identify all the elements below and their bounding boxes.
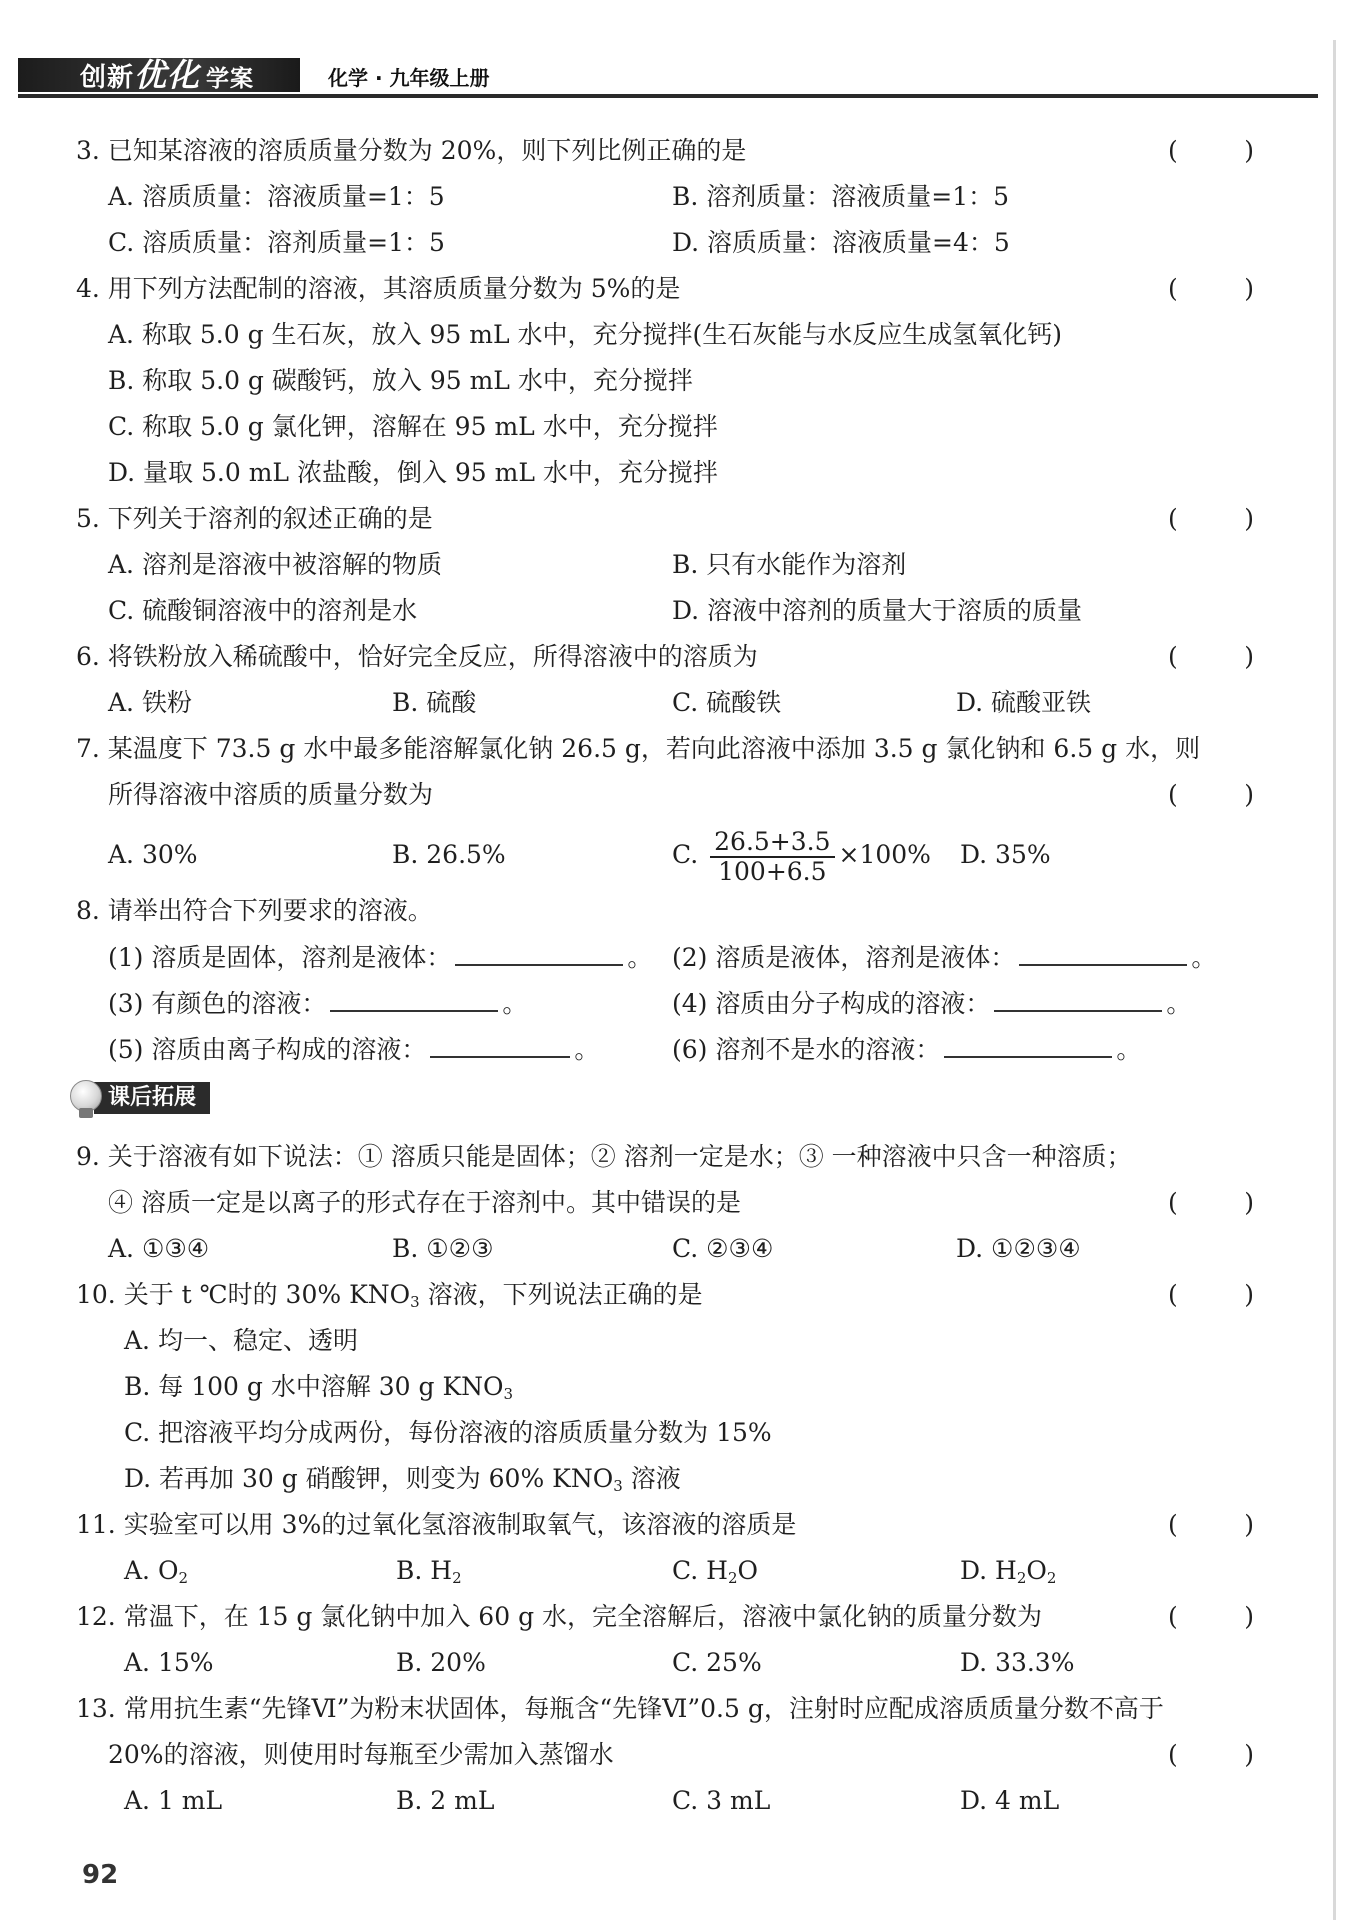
options-row — [76, 542, 1256, 588]
header-rule — [18, 94, 1318, 98]
answer-bracket — [1168, 772, 1254, 818]
question-stem: 13. 常用抗生素“先锋Ⅵ”为粉末状固体，每瓶含“先锋Ⅵ”0.5 g，注射时应配成溶质质量分数不高于 — [76, 1694, 1164, 1723]
option-d: D. 35% — [960, 840, 1051, 869]
option-d-tail: 溶液 — [622, 1464, 681, 1493]
brand-prefix: 创新 — [80, 63, 135, 93]
fill-item-1 — [108, 934, 652, 981]
fraction-numerator: 26.5+3.5 — [710, 828, 834, 858]
option-d — [76, 1456, 1256, 1502]
answer-bracket — [1168, 128, 1254, 174]
option-c: C. 称取 5.0 g 氯化钾，溶解在 95 mL 水中，充分搅拌 — [108, 412, 718, 441]
answer-blank[interactable] — [1019, 934, 1187, 966]
paren-open: ( — [1168, 1740, 1178, 1769]
subscript: 2 — [1046, 1569, 1057, 1587]
question-content — [76, 128, 1256, 1824]
paren-open: ( — [1168, 642, 1178, 671]
option-c-text: C. H — [672, 1556, 728, 1585]
answer-blank[interactable] — [455, 934, 623, 966]
option-b — [76, 1364, 1256, 1410]
option-a: A. 15% — [124, 1648, 214, 1677]
answer-blank[interactable] — [330, 980, 498, 1012]
option-a: A. 称取 5.0 g 生石灰，放入 95 mL 水中，充分搅拌(生石灰能与水反应生成氢氧化钙) — [108, 320, 1063, 349]
fill-item-label: (4) 溶质由分子构成的溶液： — [672, 989, 991, 1018]
fill-item-6 — [672, 1026, 1141, 1073]
question-stem: 7. 某温度下 73.5 g 水中最多能溶解氯化钠 26.5 g，若向此溶液中添加 3.5 g 氯化钠和 6.5 g 水，则 — [76, 734, 1201, 763]
fill-row — [76, 1026, 1256, 1072]
subscript: 3 — [410, 1293, 420, 1311]
option-a-text: A. O — [124, 1556, 179, 1585]
option-b: B. ①②③ — [392, 1234, 494, 1263]
paren-close: ) — [1244, 1510, 1254, 1539]
answer-blank[interactable] — [994, 980, 1162, 1012]
option-d-text: D. 若再加 30 g 硝酸钾，则变为 60% KNO — [124, 1464, 614, 1493]
fill-item-2 — [672, 934, 1216, 981]
options-row — [76, 680, 1256, 726]
option-b: B. 2 mL — [396, 1786, 495, 1815]
question-8 — [76, 888, 1256, 934]
period: 。 — [1116, 1035, 1142, 1064]
option-c-suffix: ×100% — [838, 840, 931, 869]
question-7-line2 — [76, 772, 1256, 818]
paren-close: ) — [1244, 1740, 1254, 1769]
option-c — [672, 1548, 758, 1594]
question-7 — [76, 726, 1256, 772]
subscript: 2 — [1016, 1569, 1027, 1587]
question-13 — [76, 1686, 1256, 1732]
options-row — [76, 1778, 1256, 1824]
options-row — [76, 174, 1256, 220]
question-11 — [76, 1502, 1256, 1548]
fraction-denominator: 100+6.5 — [718, 856, 827, 886]
options-row — [76, 1548, 1256, 1594]
option-b: B. 26.5% — [392, 840, 506, 869]
fill-item-label: (5) 溶质由离子构成的溶液： — [108, 1035, 427, 1064]
question-3 — [76, 128, 1256, 174]
option-a: A. ①③④ — [108, 1234, 210, 1263]
option-c — [672, 822, 931, 888]
option-c: C. ②③④ — [672, 1234, 774, 1263]
paren-close: ) — [1244, 504, 1254, 533]
fill-item-label: (1) 溶质是固体，溶剂是液体： — [108, 943, 452, 972]
options-row — [76, 588, 1256, 634]
question-stem-cont: 20%的溶液，则使用时每瓶至少需加入蒸馏水 — [108, 1740, 614, 1769]
paren-open: ( — [1168, 780, 1178, 809]
subscript: 2 — [178, 1569, 188, 1587]
answer-bracket — [1168, 266, 1254, 312]
option-c: C. 溶质质量：溶剂质量=1：5 — [108, 228, 445, 257]
question-stem-tail: 溶液，下列说法正确的是 — [419, 1280, 703, 1309]
subject-title: 化学 · 九年级上册 — [328, 66, 490, 90]
paren-close: ) — [1244, 136, 1254, 165]
period: 。 — [574, 1035, 600, 1064]
option-b-text: B. H — [396, 1556, 453, 1585]
answer-blank[interactable] — [430, 1026, 570, 1058]
option-a — [124, 1548, 188, 1594]
answer-bracket — [1168, 1594, 1254, 1640]
paren-close: ) — [1244, 1602, 1254, 1631]
fill-row — [76, 980, 1256, 1026]
question-6 — [76, 634, 1256, 680]
paren-open: ( — [1168, 136, 1178, 165]
page-number: 92 — [82, 1860, 119, 1890]
option-b: B. 称取 5.0 g 碳酸钙，放入 95 mL 水中，充分搅拌 — [108, 366, 693, 395]
question-stem: 5. 下列关于溶剂的叙述正确的是 — [76, 504, 433, 533]
option-c: C. 把溶液平均分成两份，每份溶液的溶质质量分数为 15% — [124, 1418, 772, 1447]
fill-item-5 — [108, 1026, 599, 1073]
paren-open: ( — [1168, 504, 1178, 533]
paren-open: ( — [1168, 1602, 1178, 1631]
question-stem: 10. 关于 t ℃时的 30% KNO — [76, 1280, 411, 1309]
paren-close: ) — [1244, 642, 1254, 671]
fill-item-label: (3) 有颜色的溶液： — [108, 989, 327, 1018]
option-a: A. 1 mL — [124, 1786, 223, 1815]
question-9-line2 — [76, 1180, 1256, 1226]
option-c: C. 3 mL — [672, 1786, 771, 1815]
option-d: D. 硫酸亚铁 — [956, 688, 1092, 717]
period: 。 — [627, 943, 653, 972]
paren-open: ( — [1168, 1280, 1178, 1309]
page-header — [18, 52, 1318, 96]
option-a: A. 溶剂是溶液中被溶解的物质 — [108, 550, 442, 579]
option-b: B. 只有水能作为溶剂 — [672, 550, 907, 579]
option-d — [960, 1548, 1056, 1594]
fill-item-label: (2) 溶质是液体，溶剂是液体： — [672, 943, 1016, 972]
subscript: 2 — [727, 1569, 738, 1587]
subscript: 2 — [452, 1569, 462, 1587]
paren-open: ( — [1168, 1188, 1178, 1217]
option-d: D. 4 mL — [960, 1786, 1060, 1815]
fill-item-label: (6) 溶剂不是水的溶液： — [672, 1035, 941, 1064]
fill-row — [76, 934, 1256, 980]
option-b — [396, 1548, 462, 1594]
brand-big: 优化 — [134, 56, 201, 94]
fraction — [710, 828, 834, 886]
option-c: C. 硫酸铜溶液中的溶剂是水 — [108, 596, 418, 625]
subscript: 3 — [613, 1477, 623, 1495]
question-stem: 6. 将铁粉放入稀硫酸中，恰好完全反应，所得溶液中的溶质为 — [76, 642, 758, 671]
paren-open: ( — [1168, 1510, 1178, 1539]
brand-logo — [18, 58, 300, 92]
question-9 — [76, 1134, 1256, 1180]
paren-close: ) — [1244, 780, 1254, 809]
answer-bracket — [1168, 1502, 1254, 1548]
paren-open: ( — [1168, 274, 1178, 303]
option-b: B. 20% — [396, 1648, 486, 1677]
option-b: B. 硫酸 — [392, 688, 477, 717]
question-stem: 8. 请举出符合下列要求的溶液。 — [76, 896, 433, 925]
brand-suffix: 学案 — [206, 66, 255, 92]
option-d: D. 溶质质量：溶液质量=4：5 — [672, 228, 1010, 257]
option-a: A. 铁粉 — [108, 688, 192, 717]
section-title: 课后拓展 — [94, 1082, 210, 1114]
option-c: C. 硫酸铁 — [672, 688, 782, 717]
fill-item-4 — [672, 980, 1191, 1027]
question-stem: 11. 实验室可以用 3%的过氧化氢溶液制取氧气，该溶液的溶质是 — [76, 1510, 797, 1539]
subscript: 3 — [503, 1385, 514, 1403]
page-edge-shadow — [1333, 40, 1336, 1920]
lightbulb-base — [79, 1108, 93, 1118]
answer-bracket — [1168, 496, 1254, 542]
option-d: D. 量取 5.0 mL 浓盐酸，倒入 95 mL 水中，充分搅拌 — [108, 458, 718, 487]
option-c-label: C. — [672, 840, 699, 869]
option-a: A. 30% — [108, 840, 198, 869]
paren-close: ) — [1244, 274, 1254, 303]
answer-bracket — [1168, 1272, 1254, 1318]
option-d: D. 溶液中溶剂的质量大于溶质的质量 — [672, 596, 1083, 625]
option-a: A. 溶质质量：溶液质量=1：5 — [108, 182, 445, 211]
options-row — [76, 220, 1256, 266]
option-d-text: D. H — [960, 1556, 1017, 1585]
question-13-line2 — [76, 1732, 1256, 1778]
option-a: A. 均一、稳定、透明 — [124, 1326, 358, 1355]
answer-blank[interactable] — [944, 1026, 1112, 1058]
question-stem: 9. 关于溶液有如下说法：① 溶质只能是固体；② 溶剂一定是水；③ 一种溶液中只含一种溶质； — [76, 1142, 1132, 1171]
option-c: C. 25% — [672, 1648, 762, 1677]
option-b-text: B. 每 100 g 水中溶解 30 g KNO — [124, 1372, 504, 1401]
options-row — [76, 1640, 1256, 1686]
option-d: D. 33.3% — [960, 1648, 1075, 1677]
question-12 — [76, 1594, 1256, 1640]
question-5 — [76, 496, 1256, 542]
question-stem: 3. 已知某溶液的溶质质量分数为 20%，则下列比例正确的是 — [76, 136, 747, 165]
answer-bracket — [1168, 1180, 1254, 1226]
question-10 — [76, 1272, 1256, 1318]
question-stem-cont: ④ 溶质一定是以离子的形式存在于溶剂中。其中错误的是 — [108, 1188, 741, 1217]
answer-bracket — [1168, 1732, 1254, 1778]
option-b: B. 溶剂质量：溶液质量=1：5 — [672, 182, 1010, 211]
period: 。 — [502, 989, 528, 1018]
question-stem-cont: 所得溶液中溶质的质量分数为 — [108, 780, 434, 809]
option-d-mid: O — [1026, 1556, 1047, 1585]
question-stem: 12. 常温下，在 15 g 氯化钠中加入 60 g 水，完全溶解后，溶液中氯化钠的质量分数为 — [76, 1602, 1043, 1631]
answer-bracket — [1168, 634, 1254, 680]
fill-item-3 — [108, 980, 527, 1027]
option-d: D. ①②③④ — [956, 1234, 1081, 1263]
question-4 — [76, 266, 1256, 312]
paren-close: ) — [1244, 1280, 1254, 1309]
question-stem: 4. 用下列方法配制的溶液，其溶质质量分数为 5%的是 — [76, 274, 681, 303]
options-row — [76, 1226, 1256, 1272]
period: 。 — [1191, 943, 1217, 972]
paren-close: ) — [1244, 1188, 1254, 1217]
section-header — [70, 1076, 1256, 1128]
options-row — [76, 822, 1256, 888]
period: 。 — [1166, 989, 1192, 1018]
option-c-tail: O — [737, 1556, 758, 1585]
